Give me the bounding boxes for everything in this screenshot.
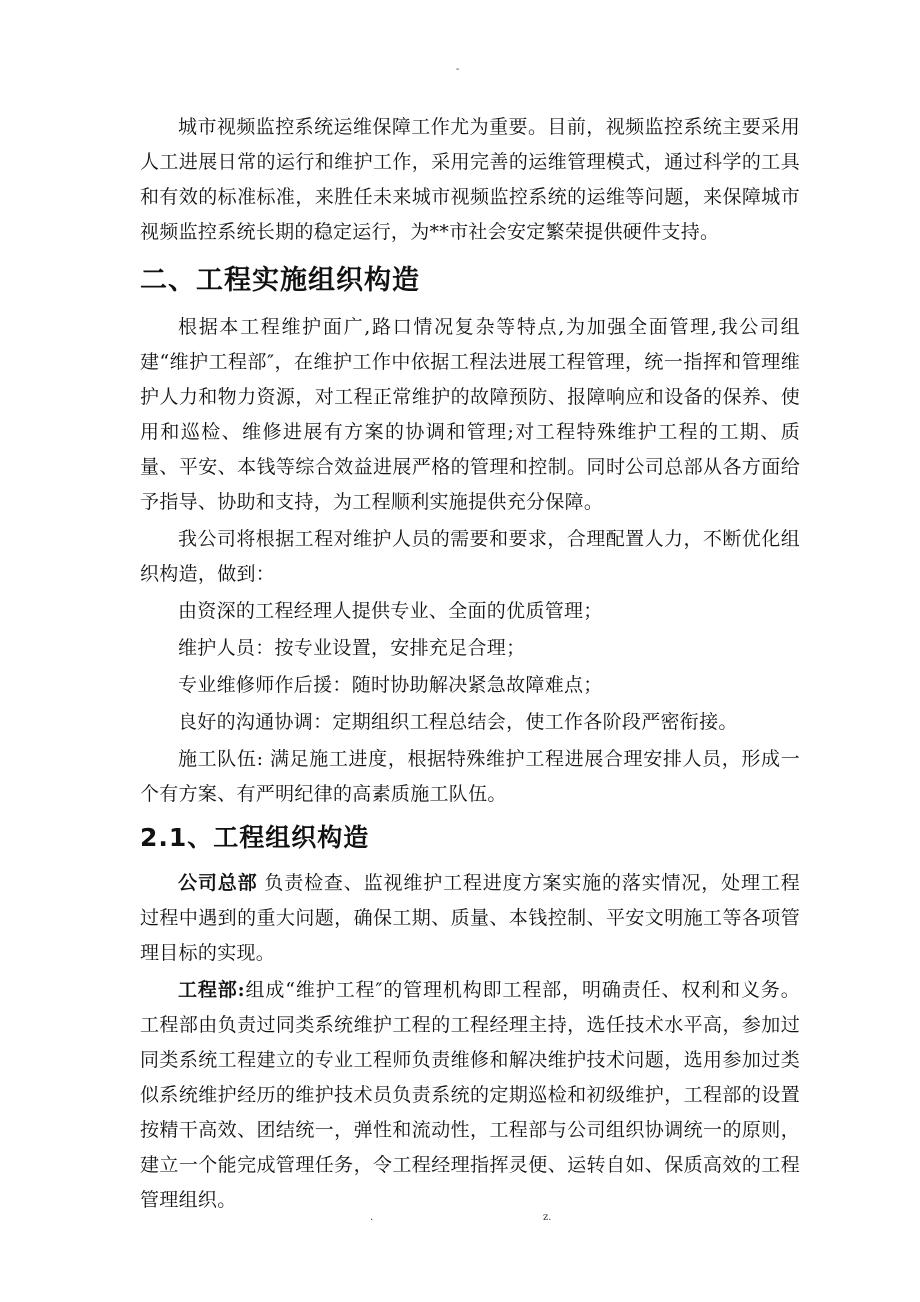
hq-lead: 公司总部	[178, 872, 258, 894]
list-item-staff: 维护人员：按专业设置，安排充足合理；	[178, 637, 526, 659]
list-item-backup: 专业维修师作后援：随时协助解决紧急故障难点；	[178, 674, 603, 696]
dept-paragraph	[140, 973, 800, 1218]
dept-lead: 工程部:	[178, 979, 245, 1001]
page-content	[140, 110, 800, 1218]
hq-paragraph	[140, 866, 800, 971]
hq-text: 负责检查、监视维护工程进度方案实施的落实情况，处理工程过程中遇到的重大问题，确保工期、质量、本钱控制、平安文明施工等各项管理目标的实现。	[140, 872, 800, 964]
intro-paragraph: 城市视频监控系统运维保障工作尤为重要。目前，视频监控系统主要采用人工进展日常的运行和维护工作，采用完善的运维管理模式，通过科学的工具和有效的标准标准，来胜任未来城市视频监控系统的运维等问题，来保障城市视频监控系统长期的稳定运行，为**市社会安定繁荣提供硬件支持。	[140, 116, 800, 243]
header-mark: -	[456, 64, 460, 75]
footer-left-mark: .	[370, 1212, 374, 1223]
section-2-1-heading: 2.1、工程组织构造	[140, 823, 370, 852]
dept-text: 组成“维护工程″的管理机构即工程部，明确责任、权利和义务。工程部由负责过同类系统维护工程的工程经理主持，选任技术水平高，参加过同类系统工程建立的专业工程师负责维修和解决维护技术问题，选用参加过类似系统维护经历的维护技术员负责系统的定期巡检和初级维护，工程部的设置按精干高效、团结统一，弹性和流动性，工程部与公司组织协调统一的原则，建立一个能完成管理任务，令工程经理指挥灵便、运转自如、保质高效的工程管理组织。	[140, 979, 801, 1211]
list-item-construction-team: 施工队伍: 满足施工进度，根据特殊维护工程进展合理安排人员，形成一个有方案、有严明纪律的高素质施工队伍。	[140, 748, 800, 805]
section-2-paragraph-2: 我公司将根据工程对维护人员的需要和要求，合理配置人力，不断优化组织构造，做到：	[140, 528, 800, 585]
section-2-heading: 二、工程实施组织构造	[140, 265, 420, 296]
list-item-manager: 由资深的工程经理人提供专业、全面的优质管理；	[178, 600, 603, 622]
section-2-paragraph-1: 根据本工程维护面广,路口情况复杂等特点,为加强全面管理,我公司组建“维护工程部″，在维护工作中依据工程法进展工程管理，统一指挥和管理维护人力和物力资源，对工程正常维护的故障预防、报障响应和设备的保养、使用和巡检、维修进展有方案的协调和管理;对工程特殊维护工程的工期、质量、平安、本钱等综合效益进展严格的管理和控制。同时公司总部从各方面给予指导、协助和支持，为工程顺利实施提供充分保障。	[140, 316, 800, 513]
footer-right-mark: z.	[543, 1212, 552, 1223]
list-item-communication: 良好的沟通协调：定期组织工程总结会，使工作各阶段严密衔接。	[178, 711, 738, 733]
